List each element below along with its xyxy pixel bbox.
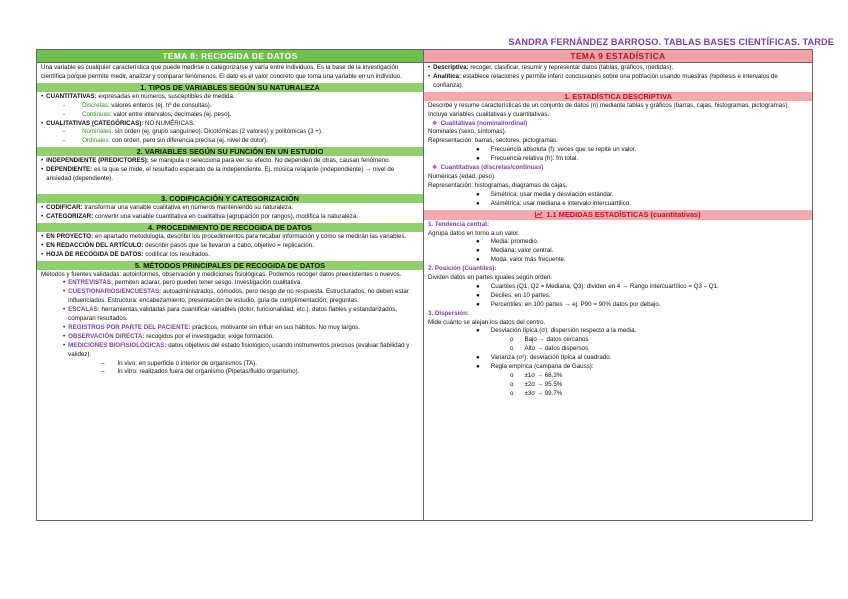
list-item: ● Frecuencia absoluta (f): veces que se repite un valor.: [476, 146, 637, 154]
section-3-title: 3. CODIFICACIÓN Y CATEGORIZACIÓN: [37, 194, 423, 203]
list-item: • CODIFICAR: transformar una variable cualitativa en números manteniendo su naturaleza.: [41, 203, 294, 211]
list-item: ● Asimétrica: usar mediana e intervalo intercuartílico.: [476, 199, 632, 207]
right-column: [424, 50, 812, 520]
quantitative-representation: Representación: histogramas, diagramas de cajas.: [428, 181, 568, 189]
section-2-title: 2. VARIABLES SEGÚN SU FUNCIÓN EN UN ESTUDIO: [37, 147, 423, 156]
quantitative-example: Numéricas (edad, peso).: [428, 172, 496, 180]
stats-section-1-title: 1. ESTADÍSTICA DESCRIPTIVA: [424, 92, 812, 101]
list-item: o ±2σ → 95.5%: [510, 380, 563, 388]
list-item: • Analítica: establece relaciones y permite inferir conclusiones sobre una población usando muestras (hipótesis e intervalos de confianza).: [428, 72, 778, 89]
list-item: o Alto → datos dispersos: [510, 345, 589, 353]
left-intro: Una variable es cualquier característica que puede medirse o categorizarse y varía entre individuos. Es la base de la investigación científica porque permite medir, analizar y comparar fenómenos. El dato es el valor concreto que toma una variable en un individuo.: [41, 64, 402, 80]
section-4-title: 4. PROCEDIMIENTO DE RECOGIDA DE DATOS: [37, 223, 423, 232]
list-item: • CUANTITATIVAS: expresadas en números, susceptibles de medida.: [41, 92, 235, 100]
list-item: • ENTREVISTAS: permiten aclarar, pero pueden tener sesgo. Investigación cualitativa.: [63, 279, 302, 287]
list-item: ● Varianza (σ²): desviación típica al cuadrado.: [476, 354, 612, 362]
qualitative-representation: Representación: barras, sectores, pictogramas.: [428, 137, 558, 145]
quantitative-heading: ❖ Cuantitativas (discretas/continuas): [432, 164, 544, 172]
tendency-text: Agrupa datos en torno a un valor.: [428, 229, 520, 237]
list-item: • CUALITATIVAS (CATEGÓRICAS): NO NUMÉRICAS.: [41, 119, 195, 127]
diamond-bullet-icon: ❖: [432, 164, 438, 172]
list-item: ● Regla empírica (campana de Gauss):: [476, 363, 594, 371]
section-5-intro: Métodos y fuentes validadas: autoinformes, observación y mediciones fisiológicas. Podemos recoger datos preexistentes o nuevos.: [41, 270, 402, 278]
list-item: • CATEGORIZAR: convertir una variable cuantitativa en cualitativa (agrupación por rangos), modifica la naturaleza.: [41, 212, 358, 220]
list-item: o ±3σ → 99.7%: [510, 389, 563, 397]
list-item: o ±1σ → 68.3%: [510, 372, 563, 379]
dispersion-text: Mide cuánto se alejan los datos del centro.: [428, 318, 546, 326]
left-title: TEMA 8: RECOGIDA DE DATOS: [37, 50, 423, 63]
qualitative-example: Nominales (sexo, síntomas).: [428, 128, 507, 136]
list-item: – In vivo: en superficie o interior de organismos (TA).: [101, 359, 257, 367]
list-item: • MEDICIONES BIOFISIOLÓGICAS: datos objetivos del estado fisiológico, usando instrumentos precisos (evaluar fiabilidad y validez).: [63, 341, 410, 358]
list-item: - Discretas: valores enteros (ej. nº de consultas).: [63, 101, 212, 109]
summary-table: [36, 49, 813, 521]
list-item: ● Cuartiles (Q1, Q2 = Mediana, Q3): dividen en 4 → Rango intercuartílico = Q3 – Q1.: [476, 282, 719, 290]
list-item: • OBSERVACIÓN DIRECTA: recogidos por el investigador, exige formación.: [63, 332, 274, 340]
list-item: ● Simétrica: usar media y desviación estándar.: [476, 190, 614, 198]
stats-section-1-text: Describe y resume características de un conjunto de datos (n) mediante tablas y gráficos (barras, cajas, histogramas, pictogramas). Incluye variables cualitativas y cuantitativas.: [428, 101, 790, 118]
list-item: • HOJA DE RECOGIDA DE DATOS: codificar los resultados.: [41, 250, 210, 258]
list-item: ● Moda: valor más frecuente.: [476, 256, 566, 264]
left-column: [37, 50, 424, 520]
qualitative-heading: ❖ Cualitativas (nominal/ordinal): [432, 119, 528, 127]
list-item: o Bajo → datos cercanos: [510, 336, 589, 344]
list-item: ● Mediana: valor central.: [476, 247, 554, 255]
list-item: • DEPENDIENTE: es la que se mide, el resultado esperado de la independiente. Ej. música relajante (independiente) → nivel de ansiedad (dependiente).: [41, 166, 395, 183]
position-heading: 2. Posición (Cuantiles):: [428, 265, 497, 273]
list-item: – In vitro: realizados fuera del organismo (Pipetas/fluido organismo).: [101, 368, 300, 376]
list-item: - Nominales: sin orden (ej. grupo sanguíneo). Dicotómicas (2 valores) y politómicas (3 +).: [63, 128, 323, 136]
list-item: • EN REDACCIÓN DEL ARTÍCULO: describir pasos que se llevaron a cabo, objetivo = replicación.: [41, 241, 314, 249]
tendency-heading: 1. Tendencia central:: [428, 220, 490, 228]
list-item: • REGISTROS POR PARTE DEL PACIENTE: prácticos, motivante sin influir en sus hábitos. No muy largos.: [63, 323, 361, 331]
list-item: ● Percentiles: en 100 partes → ej. P90 = 90% datos por debajo.: [476, 300, 661, 308]
list-item: ● Deciles: en 10 partes.: [476, 291, 551, 299]
list-item: ● Media: promedio.: [476, 238, 539, 246]
stats-section-1-1-title: 1.1 MEDIDAS ESTADÍSTICAS (cuantitativas): [424, 210, 812, 220]
list-item: • Descriptiva: recoger, clasificar, resumir y representar datos (tablas, gráficos, medidas).: [428, 64, 674, 71]
dispersion-heading: 3. Dispersión:: [428, 309, 469, 317]
section-5-title: 5. MÉTODOS PRINCIPALES DE RECOGIDA DE DATOS: [37, 261, 423, 270]
diamond-bullet-icon: ❖: [432, 119, 438, 127]
list-item: • ESCALAS: herramientas validadas para cuantificar variables (dolor, funcionalidad, etc.). datos fiables y estandarizados, comparan resultados.: [63, 306, 397, 323]
list-item: • INDEPENDIENTE (PREDICTORES): se manipula o selecciona para ver su efecto. No dependen de otras, causan fenómeno.: [41, 157, 391, 165]
list-item: ● Frecuencia relativa (fr): f/n total.: [476, 155, 579, 163]
list-item: - Continuas: valor entre intervalos, decimales (ej. peso).: [63, 110, 232, 118]
list-item: ● Desviación típica (σ): dispersión respecto a la media.: [476, 327, 637, 335]
list-item: - Ordinales: con orden, pero sin diferencia precisa (ej. nivel de dolor).: [63, 137, 268, 145]
list-item: • CUESTIONARIOS/ENCUESTAS: autoadministrados, cómodos, pero riesgo de no respuesta. Estructurados, no deben estar influenciados. Estructura: encabezamiento, presentación de estudio, guía de cumplimentación, preguntas.: [63, 288, 409, 305]
chart-icon: [535, 211, 543, 220]
list-item: • EN PROYECTO: en apartado metodología, describir los procedimientos para recabar información y cómo se medirán las variables.: [41, 232, 407, 240]
right-title: TEMA 9 ESTADÍSTICA: [424, 50, 812, 63]
position-text: Dividen datos en partes iguales según orden.: [428, 274, 553, 282]
author-header: SANDRA FERNÁNDEZ BARROSO. TABLAS BASES CIENTÍFICAS. TARDE: [508, 37, 834, 47]
section-1-title: 1. TIPOS DE VARIABLES SEGÚN SU NATURALEZA: [37, 83, 423, 92]
